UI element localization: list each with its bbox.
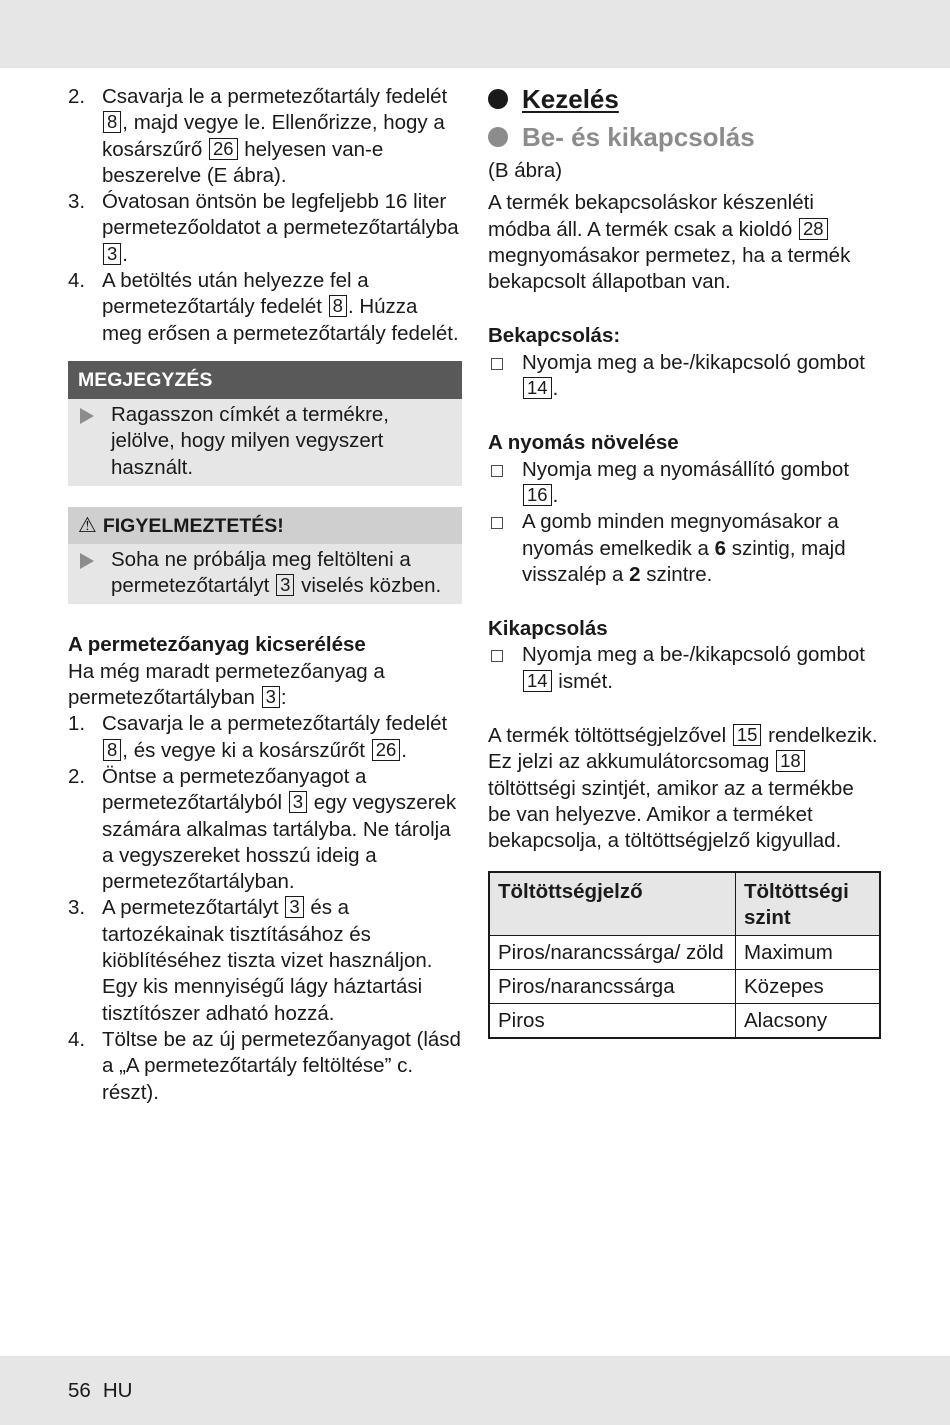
item-text: Nyomja meg a be-/kikapcsoló gombot (522, 643, 865, 667)
list-item (68, 268, 462, 347)
triangle-bullet-icon (80, 408, 94, 424)
step-text: , és vegye ki a kosárszűrőt (122, 738, 365, 762)
part-ref: 8 (329, 295, 347, 317)
note-text: Ragasszon címkét a termékre, jelölve, hogy milyen vegyszert használt. (111, 402, 389, 479)
part-ref: 3 (103, 243, 121, 265)
item-text: szintre. (646, 562, 713, 586)
part-ref: 3 (285, 896, 303, 918)
item-text: . (552, 483, 559, 507)
part-ref: 26 (372, 739, 401, 761)
list-item (68, 764, 462, 895)
battery-text: A termék töltöttségjelzővel (488, 724, 727, 748)
square-bullet-icon (491, 517, 503, 529)
list-item (68, 189, 462, 268)
list-item (68, 711, 462, 764)
figure-reference: (B ábra) (488, 159, 563, 182)
table-row (489, 935, 880, 969)
replace-steps (68, 711, 462, 1105)
top-band (0, 0, 950, 68)
step-text: helyesen van-e beszerelve (E ábra). (102, 137, 384, 187)
left-column (68, 84, 462, 1106)
step-text: Csavarja le a permetezőtartály fedelét (102, 85, 448, 108)
table-cell: Piros (489, 1003, 736, 1038)
chapter-title: Kezelés (522, 84, 619, 114)
chapter-heading (488, 84, 882, 114)
warning-body (68, 544, 462, 605)
part-ref: 8 (103, 739, 121, 761)
part-ref: 18 (776, 750, 805, 772)
step-number: 3. (68, 190, 86, 214)
note-body (68, 399, 462, 486)
part-ref: 3 (276, 574, 294, 596)
step-text: . (122, 242, 128, 266)
page-footer (68, 1378, 144, 1404)
step-text: . Húzza meg erősen a permetezőtartály fedelét. (102, 295, 459, 345)
power-off-list (488, 642, 882, 695)
section-heading: Kikapcsolás (488, 617, 608, 641)
table-cell: Piros/narancssárga (489, 969, 736, 1003)
list-item (488, 457, 882, 510)
section-heading: A nyomás növelése (488, 431, 679, 455)
table-cell: Piros/narancssárga/ zöld (489, 935, 736, 969)
subsection-title: Be- és kikapcsolás (522, 122, 755, 152)
item-text: ismét. (558, 669, 613, 693)
subsection-heading (488, 122, 882, 152)
step-text: A permetezőtartályt (102, 896, 279, 920)
language-code: HU (102, 1379, 133, 1402)
part-ref: 8 (103, 111, 121, 133)
step-text: . (401, 738, 407, 762)
charge-level-table (488, 871, 881, 1039)
part-ref: 28 (799, 218, 828, 240)
warning-title: FIGYELMEZTETÉS! (102, 514, 284, 537)
column-header: Töltöttségjelző (489, 872, 736, 936)
bullet-dot-icon (488, 127, 508, 147)
step-text: Öntse a permetezőanyagot a permetezőtartályból (102, 764, 367, 815)
list-item (488, 642, 882, 695)
square-bullet-icon (491, 465, 503, 477)
item-text: szintig, majd visszalép a (522, 536, 846, 586)
table-row (489, 969, 880, 1003)
section-heading: A permetezőanyag kicserélése (68, 633, 366, 657)
list-item (68, 84, 462, 189)
step-number: 4. (68, 269, 86, 293)
table-cell: Maximum (736, 935, 881, 969)
part-ref: 26 (209, 138, 238, 160)
part-ref: 14 (523, 377, 552, 399)
intro-paragraph (488, 190, 882, 295)
intro-text: megnyomásakor permetez, ha a termék bekapcsolt állapotban van. (488, 243, 851, 294)
page-number: 56 (68, 1379, 91, 1402)
step-number: 2. (68, 85, 86, 108)
step-number: 4. (68, 1027, 86, 1051)
table-row (489, 1003, 880, 1038)
table-header-row (489, 872, 880, 936)
bold-value: 2 (629, 562, 641, 586)
intro-text: Ha még maradt permetezőanyag a permetezőtartályban (68, 659, 385, 710)
step-number: 3. (68, 896, 86, 920)
battery-text: rendelkezik. Ez jelzi az akkumulátorcsomag (488, 724, 878, 774)
warning-header (68, 507, 462, 544)
step-text: A betöltés után helyezze fel a permetezőtartály fedelét (102, 269, 369, 319)
right-column (488, 84, 882, 1039)
column-header: Töltöttségi szint (736, 872, 881, 936)
note-title: MEGJEGYZÉS (68, 361, 462, 399)
step-text: Óvatosan öntsön be legfeljebb 16 liter permetezőoldatot a permetezőtartályba (102, 190, 459, 240)
power-on-list (488, 350, 882, 403)
square-bullet-icon (491, 358, 503, 370)
item-text: . (552, 377, 559, 401)
battery-paragraph (488, 723, 882, 854)
step-text: Töltse be az új permetezőanyagot (lásd a „A permetezőtartály feltöltése” c. részt). (102, 1027, 461, 1104)
square-bullet-icon (491, 650, 503, 662)
step-number: 1. (68, 712, 86, 736)
item-text: A gomb minden megnyomásakor a nyomás emelkedik a (522, 510, 839, 560)
warning-triangle-icon: ⚠ (78, 513, 97, 537)
bullet-dot-icon (488, 89, 508, 109)
table-cell: Közepes (736, 969, 881, 1003)
part-ref: 16 (523, 484, 552, 506)
warning-text: viselés közben. (301, 574, 442, 598)
warning-box (68, 507, 462, 605)
part-ref: 15 (733, 724, 762, 746)
note-box (68, 361, 462, 486)
filling-steps (68, 84, 462, 347)
list-item (68, 1027, 462, 1106)
list-item (488, 350, 882, 403)
part-ref: 3 (289, 791, 307, 813)
intro-text: : (280, 686, 287, 710)
section-heading: Bekapcsolás: (488, 324, 621, 348)
part-ref: 3 (262, 686, 280, 708)
bold-value: 6 (714, 536, 726, 560)
step-text: , majd vegye le. Ellenőrizze, hogy a kosárszűrő (102, 111, 445, 161)
step-number: 2. (68, 764, 86, 788)
step-text: Csavarja le a permetezőtartály fedelét (102, 712, 448, 736)
battery-text: töltöttségi szintjét, amikor az a termékbe be van helyezve. Amikor a terméket bekapcsolja, a töltöttségjelző kigyullad. (488, 776, 854, 853)
triangle-bullet-icon (80, 553, 94, 569)
list-item (488, 509, 882, 588)
warning-text: Soha ne próbálja meg feltölteni a permetezőtartályt (111, 547, 411, 598)
part-ref: 14 (523, 670, 552, 692)
list-item (68, 895, 462, 1026)
item-text: Nyomja meg a nyomásállító gombot (522, 457, 850, 481)
item-text: Nyomja meg a be-/kikapcsoló gombot (522, 350, 865, 374)
step-text: egy vegyszerek számára alkalmas tartályba. Ne tárolja a vegyszereket hosszú ideig a permetezőtartályban. (102, 791, 457, 894)
pressure-list (488, 457, 882, 588)
step-text: és a tartozékainak tisztításához és kiöblítéséhez tiszta vizet használjon. Egy kis mennyiségű lágy háztartási tisztítószer adható hozzá. (102, 896, 433, 1025)
section-intro (68, 659, 462, 712)
intro-text: A termék bekapcsoláskor készenléti módba áll. A termék csak a kioldó (488, 191, 814, 241)
table-cell: Alacsony (736, 1003, 881, 1038)
